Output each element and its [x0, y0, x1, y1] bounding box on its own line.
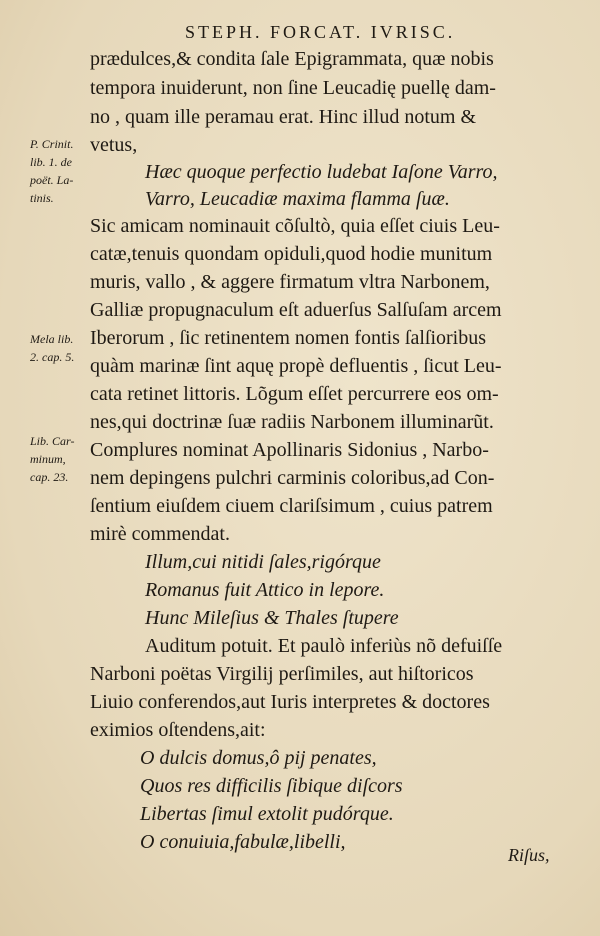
text-line: Liuio conferendos,aut Iuris interpretes & doctores [90, 691, 490, 713]
running-header: STEPH. FORCAT. IVRISC. [185, 22, 456, 42]
margin-note: Lib. Car- [30, 434, 75, 448]
verse-line: Hunc Mileſius & Thales ſtupere [145, 607, 399, 629]
text-line: Galliæ propugnaculum eſt aduerſus Salſuſam arcem [90, 299, 502, 321]
text-line: ſentium eiuſdem ciuem clariſsimum , cuius patrem [90, 495, 493, 517]
margin-note: tinis. [30, 191, 54, 205]
text-line: mirè commendat. [90, 523, 230, 545]
verse-line: Hæc quoque perfectio ludebat Iaſone Varro, [145, 161, 498, 183]
text-line: Auditum potuit. Et paulò inferiùs nõ defuiſſe [145, 635, 503, 657]
margin-note: minum, [30, 452, 66, 466]
text-line: Sic amicam nominauit cõſultò, quia eſſet ciuis Leu- [90, 215, 500, 237]
text-line: vetus, [90, 134, 138, 156]
text-line: prædulces,& condita ſale Epigrammata, quæ nobis [90, 48, 494, 70]
text-line: eximios oſtendens,ait: [90, 719, 266, 741]
verse-line: Romanus fuit Attico in lepore. [145, 579, 385, 601]
text-line: no , quam ille peramau erat. Hinc illud notum & [90, 106, 477, 128]
verse-line: O conuiuia,fabulæ,libelli, [140, 831, 346, 853]
catchword: Riſus, [508, 845, 550, 865]
margin-note: 2. cap. 5. [30, 350, 75, 364]
text-line: nes,qui doctrinæ ſuæ radiis Narbonem illuminarũt. [90, 411, 494, 433]
margin-note: cap. 23. [30, 470, 69, 484]
text-line: quàm marinæ ſint aquę propè defluentis , ſicut Leu- [90, 355, 502, 377]
margin-note: P. Crinit. [30, 137, 74, 151]
text-line: cata retinet littoris. Lõgum eſſet percurrere eos om- [90, 383, 499, 405]
margin-note: poët. La- [30, 173, 74, 187]
verse-line: O dulcis domus,ô pij penates, [140, 747, 377, 769]
text-line: tempora inuiderunt, non ſine Leucadię puellę dam- [90, 77, 496, 99]
verse-line: Illum,cui nitidi ſales,rigórque [145, 551, 381, 573]
text-line: catæ,tenuis quondam opiduli,quod hodie munitum [90, 243, 493, 265]
text-line: Narboni poëtas Virgilij perſimiles, aut hiſtoricos [90, 663, 474, 685]
verse-line: Varro, Leucadiæ maxima flamma ſuæ. [145, 188, 450, 210]
text-line: muris, vallo , & aggere firmatum vltra Narbonem, [90, 271, 490, 293]
text-line: Complures nominat Apollinaris Sidonius , Narbo- [90, 439, 489, 461]
text-line: Iberorum , ſic retinentem nomen fontis ſalſioribus [90, 327, 487, 349]
verse-line: Libertas ſimul extolit pudórque. [140, 803, 394, 825]
verse-line: Quos res difficilis ſibique diſcors [140, 775, 403, 797]
margin-note: lib. 1. de [30, 155, 72, 169]
text-line: nem depingens pulchri carminis coloribus,ad Con- [90, 467, 495, 489]
margin-note: Mela lib. [30, 332, 74, 346]
